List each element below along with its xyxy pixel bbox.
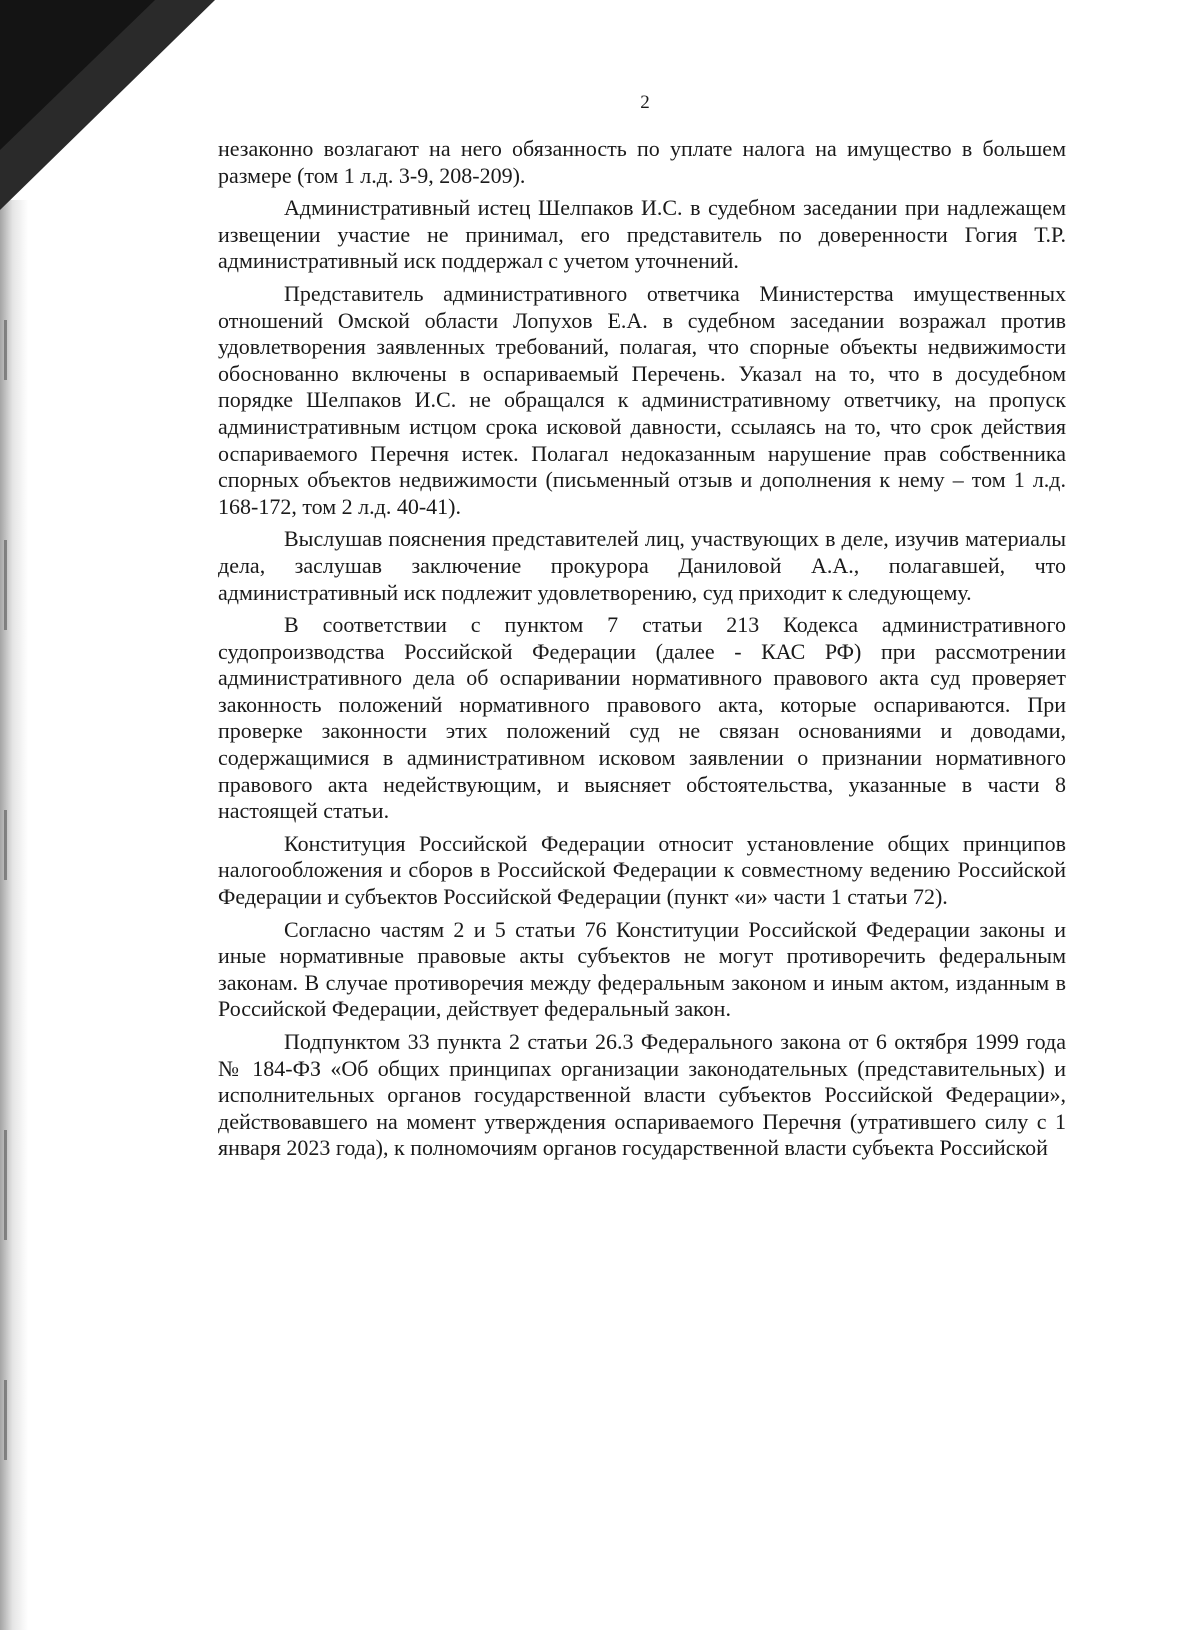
scan-speck [4, 1130, 7, 1240]
paragraph: Конституция Российской Федерации относит установление общих принципов налогообложения и сборов в Российской Федерации к совместному ведению Российской Федерации и субъектов Российской Федерации (пункт «и» части 1 статьи 72). [218, 830, 1066, 910]
paragraph: Согласно частям 2 и 5 статьи 76 Конституции Российской Федерации законы и иные нормативные правовые акты субъектов не могут противоречить федеральным законам. В случае противоречия между федеральным законом и иным актом, изданным в Российской Федерации, действует федеральный закон. [218, 916, 1066, 1022]
scan-speck [4, 1380, 7, 1460]
paragraph: Выслушав пояснения представителей лиц, участвующих в деле, изучив материалы дела, заслушав заключение прокурора Даниловой А.А., полагавшей, что административный иск подлежит удовлетворению, суд приходит к следующему. [218, 526, 1066, 605]
scan-speck [4, 320, 7, 380]
paragraph: незаконно возлагают на него обязанность по уплате налога на имущество в большем размере (том 1 л.д. 3-9, 208-209). [218, 136, 1066, 188]
scan-speck [4, 540, 7, 630]
document-body [218, 136, 1066, 1168]
page-number: 2 [640, 92, 650, 113]
paragraph: В соответствии с пунктом 7 статьи 213 Кодекса административного судопроизводства Российской Федерации (далее - КАС РФ) при рассмотрении административного дела об оспаривании нормативного правового акта суд проверяет законность положений нормативного правового акта, которые оспариваются. При проверке законности этих положений суд не связан основаниями и доводами, содержащимися в административном исковом заявлении о признании нормативного правового акта недействующим, и выясняет обстоятельства, указанные в части 8 настоящей статьи. [218, 612, 1066, 824]
scan-speck [4, 810, 7, 880]
paragraph: Подпунктом 33 пункта 2 статьи 26.3 Федерального закона от 6 октября 1999 года № 184-ФЗ «Об общих принципах организации законодательных (представительных) и исполнительных органов государственной власти субъектов Российской Федерации», действовавшего на момент утверждения оспариваемого Перечня (утратившего силу с 1 января 2023 года), к полномочиям органов государственной власти субъекта Российской [218, 1029, 1066, 1161]
scan-dark-corner-inner [0, 0, 155, 150]
paragraph: Представитель административного ответчика Министерства имущественных отношений Омской области Лопухов Е.А. в судебном заседании возражал против удовлетворения заявленных требований, полагая, что спорные объекты недвижимости обоснованно включены в оспариваемый Перечень. Указал на то, что в досудебном порядке Шелпаков И.С. не обращался к административному ответчику, на пропуск административным истцом срока исковой давности, ссылаясь на то, что срок действия оспариваемого Перечня истек. Полагал недоказанным нарушение прав собственника спорных объектов недвижимости (письменный отзыв и дополнения к нему – том 1 л.д. 168-172, том 2 л.д. 40-41). [218, 280, 1066, 519]
scan-shadow-edge [0, 200, 28, 1630]
paragraph: Административный истец Шелпаков И.С. в судебном заседании при надлежащем извещении участие не принимал, его представитель по доверенности Гогия Т.Р. административный иск поддержал с учетом уточнений. [218, 195, 1066, 274]
